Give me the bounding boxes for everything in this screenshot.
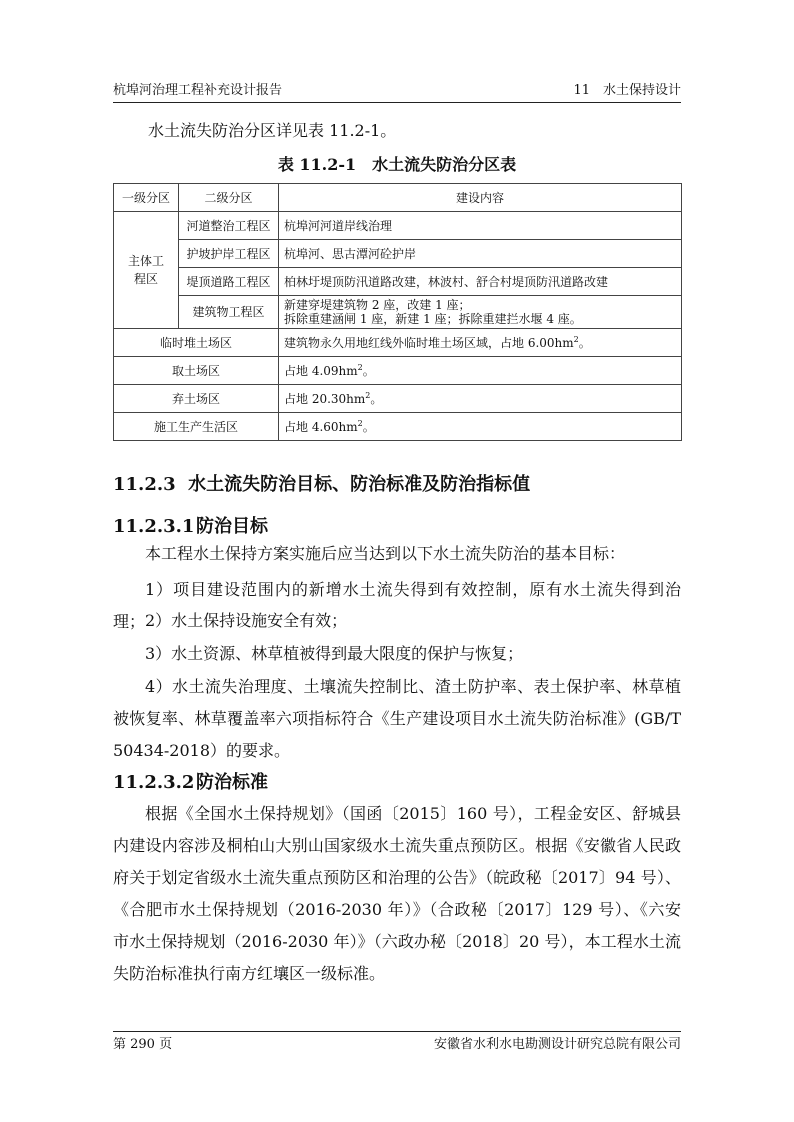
goal-item-4: 4）水土流失治理度、土壤流失控制比、渣土防护率、表土保护率、林草植被恢复率、林草覆盖率六项指标符合《生产建设项目水土流失防治标准》(GB/T 50434-2018）的要求。 xyxy=(113,677,681,760)
table-header-row xyxy=(114,184,682,212)
section-heading-11-2-3: 11.2.3 水土流失防治目标、防治标准及防治指标值 xyxy=(113,474,531,495)
content-cell: 占地 $4.60hm^2$。 xyxy=(279,413,682,441)
header-cell-level1: 一级分区 xyxy=(114,184,179,212)
zone-cell: 弃土场区 xyxy=(114,385,279,413)
table-row xyxy=(114,212,682,240)
table-row xyxy=(114,385,682,413)
content-cell xyxy=(279,296,682,329)
intro-paragraph: 水土流失防治分区详见表 11.2-1。 xyxy=(148,121,397,140)
header-report-title: 杭埠河治理工程补充设计报告 xyxy=(113,83,283,98)
content-cell: 杭埠河、思古潭河砼护岸 xyxy=(279,240,682,268)
zone2-cell: 堤顶道路工程区 xyxy=(179,268,279,296)
page-header xyxy=(113,80,681,103)
page-footer xyxy=(113,1031,681,1054)
goal-item-2: 2）水土保持设施安全有效； xyxy=(145,611,348,630)
table-row xyxy=(114,329,682,357)
content-cell: 柏林圩堤顶防汛道路改建，林波村、舒合村堤顶防汛道路改建 xyxy=(279,268,682,296)
table-row xyxy=(114,357,682,385)
section-number: 11.2.3.2 xyxy=(113,772,195,793)
section-number: 11.2.3.1 xyxy=(113,516,195,537)
header-chapter-title: 11 水土保持设计 xyxy=(573,83,681,98)
zone2-cell: 河道整治工程区 xyxy=(179,212,279,240)
zone-cell: 施工生产生活区 xyxy=(114,413,279,441)
content-line: 新建穿堤建筑物 2 座，改建 1 座； xyxy=(284,298,471,312)
section-heading-11-2-3-1 xyxy=(113,512,268,538)
content-cell: 占地 $4.09hm^2$。 xyxy=(279,357,682,385)
zone-cell: 临时堆土场区 xyxy=(114,329,279,357)
goal-item-1: 1）项目建设范围内的新增水土流失得到有效控制，原有水土流失得到治理； xyxy=(113,580,681,631)
footer-page-number: 第 290 页 xyxy=(113,1037,173,1052)
content-line: 拆除重建涵闸 1 座，新建 1 座；拆除重建拦水堰 4 座。 xyxy=(284,312,582,326)
content-cell: 建筑物永久用地红线外临时堆土场区域，占地 $6.00hm^2$。 xyxy=(279,329,682,357)
goal-item-3: 3）水土资源、林草植被得到最大限度的保护与恢复； xyxy=(145,644,524,663)
standard-paragraph: 根据《全国水土保持规划》（国函〔2015〕160 号），工程金安区、舒城县内建设内容涉及桐柏山大别山国家级水土流失重点预防区。根据《安徽省人民政府关于划定省级水土流失重点预防区和治理的公告》（皖政秘〔2017〕94 号）、《合肥市水土保持规划（2016-2030 年）》（合政秘〔2017〕129 号）、《六安市水土保持规划（2016-2030 年）》（六政办秘〔2018〕20 号），本工程水土流失防治标准执行南方红壤区一级标准。 xyxy=(113,804,681,983)
table-row xyxy=(114,268,682,296)
table-row xyxy=(114,296,682,329)
zone2-cell: 建筑物工程区 xyxy=(179,296,279,329)
header-cell-level2: 二级分区 xyxy=(179,184,279,212)
table-row xyxy=(114,240,682,268)
footer-company: 安徽省水利水电勘测设计研究总院有限公司 xyxy=(433,1037,681,1052)
table-caption: 表 11.2-1 水土流失防治分区表 xyxy=(277,155,517,174)
table-row xyxy=(114,413,682,441)
section-title: 防治标准 xyxy=(196,772,268,793)
section-title: 防治目标 xyxy=(196,516,268,537)
zone2-cell: 护坡护岸工程区 xyxy=(179,240,279,268)
main-zone-label: 主体工程区 xyxy=(128,254,165,286)
goals-intro: 本工程水土保持方案实施后应当达到以下水土流失防治的基本目标： xyxy=(145,544,626,563)
zone-cell: 取土场区 xyxy=(114,357,279,385)
main-zone-cell xyxy=(114,212,179,329)
zone-table xyxy=(113,183,682,441)
section-heading-11-2-3-2 xyxy=(113,768,268,794)
content-cell: 占地 $20.30hm^2$。 xyxy=(279,385,682,413)
header-cell-content: 建设内容 xyxy=(279,184,682,212)
content-cell: 杭埠河河道岸线治理 xyxy=(279,212,682,240)
